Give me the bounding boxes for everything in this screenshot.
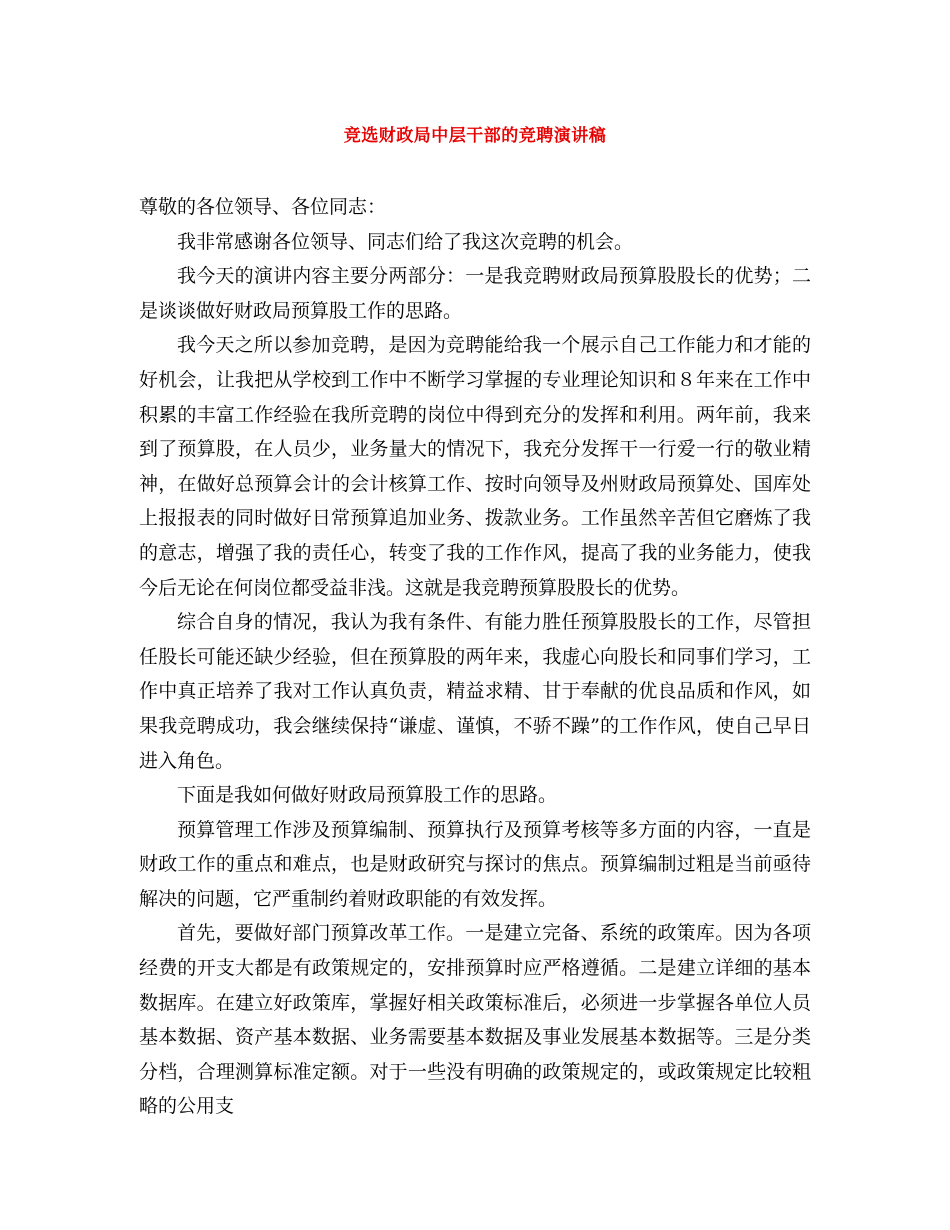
- body-paragraph: 预算管理工作涉及预算编制、预算执行及预算考核等多方面的内容，一直是财政工作的重点和难点，也是财政研究与探讨的焦点。预算编制过粗是当前亟待解决的问题，它严重制约着财政职能的有效发挥。: [139, 818, 811, 910]
- body-paragraph: 我今天之所以参加竞聘，是因为竞聘能给我一个展示自己工作能力和才能的好机会，让我把从学校到工作中不断学习掌握的专业理论知识和８年来在工作中积累的丰富工作经验在我所竞聘的岗位中得到充分的发挥和利用。两年前，我来到了预算股，在人员少，业务量大的情况下，我充分发挥干一行爱一行的敬业精神，在做好总预算会计的会计核算工作、按时向领导及州财政局预算处、国库处上报报表的同时做好日常预算追加业务、拨款业务。工作虽然辛苦但它磨炼了我的意志，增强了我的责任心，转变了我的工作作风，提高了我的业务能力，使我今后无论在何岗位都受益非浅。这就是我竞聘预算股股长的优势。: [139, 334, 811, 599]
- body-paragraph: 首先，要做好部门预算改革工作。一是建立完备、系统的政策库。因为各项经费的开支大都是有政策规定的，安排预算时应严格遵循。二是建立详细的基本数据库。在建立好政策库，掌握好相关政策标准后，必须进一步掌握各单位人员基本数据、资产基本数据、业务需要基本数据及事业发展基本数据等。三是分类分档，合理测算标准定额。对于一些没有明确的政策规定的，或政策规定比较粗略的公用支: [139, 922, 811, 1118]
- document-body: [139, 190, 811, 1124]
- salutation-paragraph: 尊敬的各位领导、各位同志：: [139, 196, 387, 218]
- body-paragraph: 综合自身的情况，我认为我有条件、有能力胜任预算股股长的工作，尽管担任股长可能还缺少经验，但在预算股的两年来，我虚心向股长和同事们学习，工作中真正培养了我对工作认真负责，精益求精、甘于奉献的优良品质和作风，如果我竞聘成功，我会继续保持“谦虚、谨慎，不骄不躁”的工作作风，使自己早日进入角色。: [139, 611, 811, 772]
- body-paragraph: 我今天的演讲内容主要分两部分：一是我竞聘财政局预算股股长的优势；二是谈谈做好财政局预算股工作的思路。: [139, 265, 811, 322]
- body-paragraph: 下面是我如何做好财政局预算股工作的思路。: [177, 784, 558, 807]
- body-paragraph: 我非常感谢各位领导、同志们给了我这次竞聘的机会。: [177, 230, 634, 253]
- document-title: 竞选财政局中层干部的竞聘演讲稿: [343, 126, 607, 146]
